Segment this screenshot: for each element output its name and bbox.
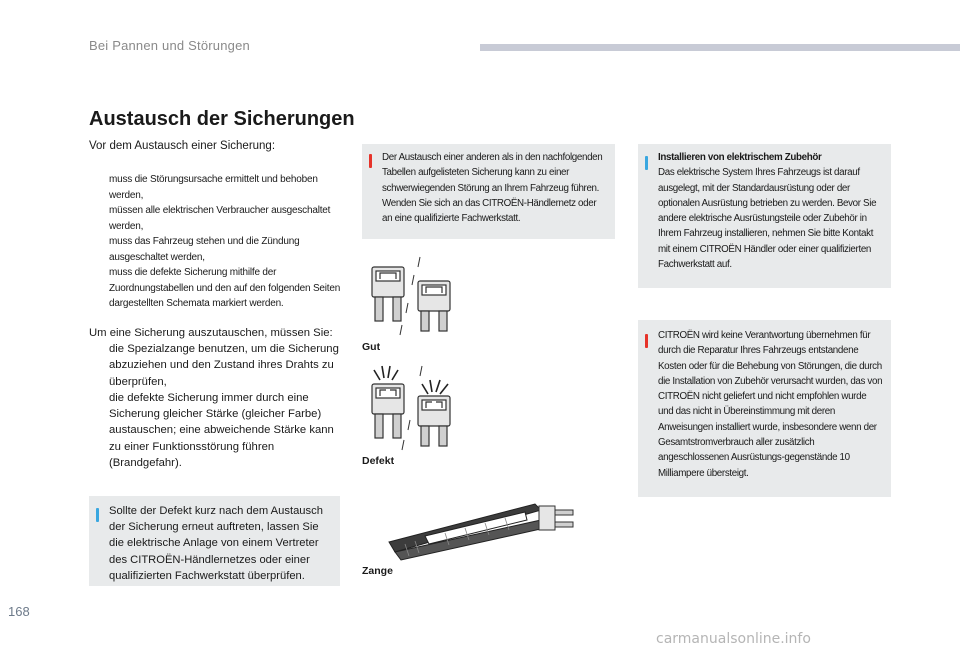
pliers-illustration bbox=[385, 486, 585, 566]
page-number: 168 bbox=[8, 604, 30, 619]
list-item: die defekte Sicherung immer durch eine Sicherung gleicher Stärke (gleicher Farbe) austauschen; eine abweichende Stärke kann zu einer Funktionsstörung führen (Brandgefahr). bbox=[109, 391, 334, 470]
replace-intro: Um eine Sicherung auszutauschen, müssen Sie: bbox=[89, 327, 333, 339]
info-icon bbox=[645, 156, 648, 170]
info-box-text: Sollte der Defekt kurz nach dem Austausch der Sicherung erneut auftreten, lassen Sie die elektrische Anlage von einem Vertreter des CITROËN-Händlernetzes oder einer qualifizierten Fachwerkstatt überprüfen. bbox=[109, 505, 323, 582]
replace-steps-list bbox=[89, 341, 341, 471]
section-title: Bei Pannen und Störungen bbox=[89, 38, 250, 53]
accessory-info-title: Installieren von elektrischem Zubehör bbox=[658, 152, 822, 163]
accessory-info-body: Das elektrische System Ihres Fahrzeugs ist darauf ausgelegt, mit der Standardausrüstung oder der optionalen Ausrüstung betrieben zu werden. Bevor Sie andere elektrische Ausrüstungsteile oder Zubehör in Ihrem Fahrzeug installieren, nehmen Sie bitte Kontakt mit einem CITROËN Händler oder einer qualifizierten Fachwerkstatt auf. bbox=[658, 167, 877, 271]
info-box bbox=[89, 496, 340, 586]
figure-label-pliers: Zange bbox=[362, 565, 393, 577]
accessory-info-text bbox=[658, 150, 883, 272]
list-item: die Spezialzange benutzen, um die Sicherung abzuziehen und den Zustand ihres Drahts zu überprüfen, bbox=[109, 343, 339, 388]
fuse-good-illustration bbox=[362, 255, 472, 340]
warning-box bbox=[362, 144, 615, 239]
header-bar bbox=[480, 44, 960, 51]
liability-warning-text: CITROËN wird keine Verantwortung übernehmen für durch die Reparatur Ihres Fahrzeugs entstandene Kosten oder für die Behebung von Störungen, die durch die Installation von Zubehör verursacht wurden, das von CITROËN nicht geliefert und nicht empfohlen wurde und das nicht in Übereinstimmung mit deren Anweisungen installiert wurde, insbesondere wenn der Gesamtstromverbrauch aller zusätzlich angeschlossenen Ausrüstungs-gegenstände 10 Milliampere übersteigt. bbox=[658, 330, 883, 479]
before-steps-list bbox=[89, 172, 341, 312]
list-item: muss das Fahrzeug stehen und die Zündung ausgeschaltet werden, bbox=[109, 236, 300, 263]
list-item: müssen alle elektrischen Verbraucher ausgeschaltet werden, bbox=[109, 205, 331, 232]
intro-text: Vor dem Austausch einer Sicherung: bbox=[89, 140, 276, 152]
fuse-defect-illustration bbox=[362, 362, 472, 452]
warning-box-text: Der Austausch einer anderen als in den nachfolgenden Tabellen aufgelisteten Sicherung kann zu einer schwerwiegenden Störung an Ihrem Fahrzeug führen. Wenden Sie sich an das CITROËN-Händlernetz oder an eine qualifizierte Fachwerkstatt. bbox=[382, 152, 603, 225]
warning-icon bbox=[369, 154, 372, 168]
accessory-info-box bbox=[638, 144, 891, 288]
liability-warning-box bbox=[638, 320, 891, 497]
list-item: muss die Störungsursache ermittelt und behoben werden, bbox=[109, 174, 318, 201]
figure-label-defect: Defekt bbox=[362, 455, 395, 467]
page-title: Austausch der Sicherungen bbox=[89, 108, 355, 130]
list-item: muss die defekte Sicherung mithilfe der Zuordnungstabellen und den auf den folgenden Seiten dargestellten Schemata markiert werden. bbox=[109, 267, 341, 309]
info-icon bbox=[96, 508, 99, 522]
warning-icon bbox=[645, 334, 648, 348]
figure-label-good: Gut bbox=[362, 341, 381, 353]
watermark: carmanualsonline.info bbox=[656, 631, 811, 647]
